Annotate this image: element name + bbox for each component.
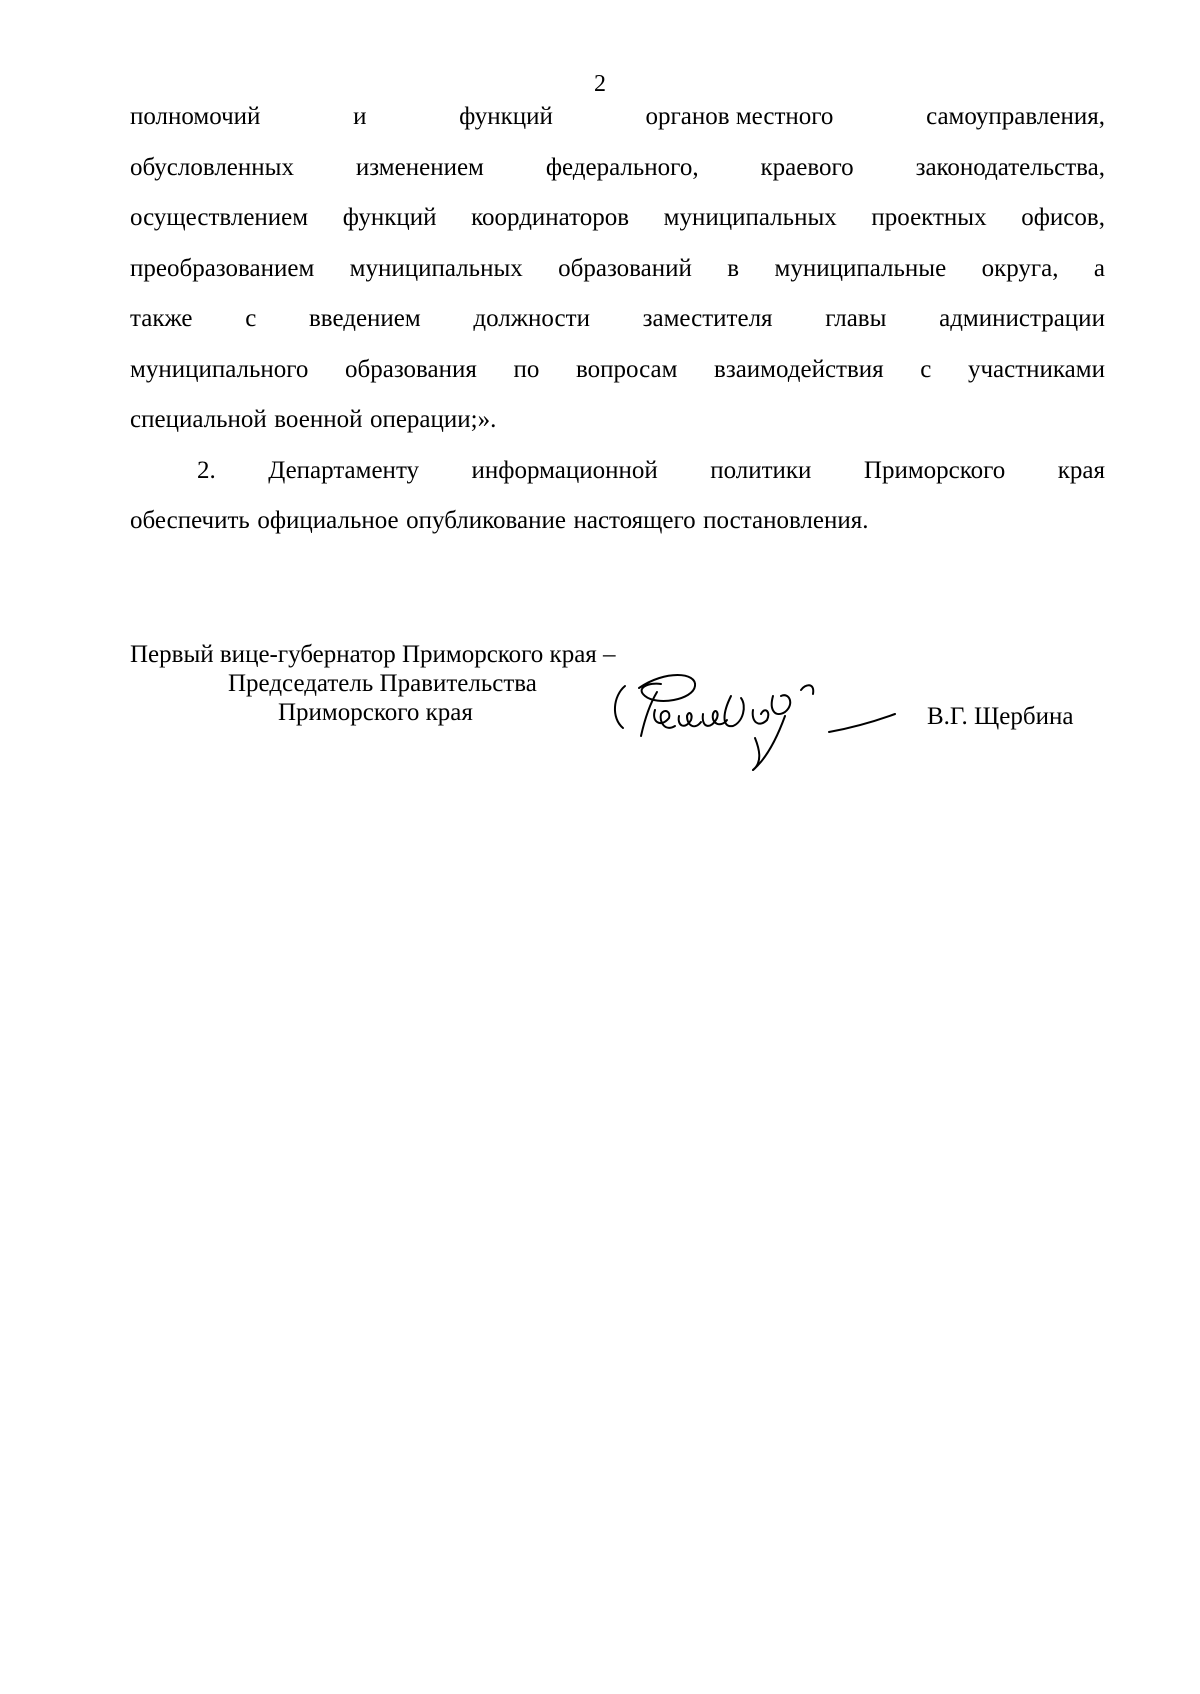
word: с xyxy=(245,305,257,332)
word: муниципальные xyxy=(774,254,947,282)
word: координаторов xyxy=(471,204,630,231)
word: специальной xyxy=(130,406,267,433)
word: вопросам xyxy=(575,355,678,383)
text-line xyxy=(130,92,1105,143)
handwritten-signature xyxy=(605,666,925,778)
word: органов местного xyxy=(645,103,834,130)
paragraph-1 xyxy=(130,92,1105,446)
word: в xyxy=(727,254,740,282)
word: обусловленных xyxy=(130,153,294,181)
word: постановления. xyxy=(703,507,869,534)
word: муниципальных xyxy=(663,204,837,231)
word: Департаменту xyxy=(268,456,420,484)
word: округа, xyxy=(981,254,1059,282)
document-body xyxy=(130,92,1105,547)
word: краевого xyxy=(760,153,854,181)
word: образования xyxy=(345,355,477,383)
word: края xyxy=(1057,456,1105,484)
word: изменением xyxy=(355,153,484,181)
word: по xyxy=(513,355,540,383)
text-line xyxy=(130,193,1105,244)
signer-name: В.Г. Щербина xyxy=(927,703,1074,730)
word: официальное xyxy=(257,507,399,534)
signer-position-line-2: Председатель Правительства xyxy=(228,670,537,697)
word: проектных xyxy=(871,204,987,231)
text-line xyxy=(130,244,1105,295)
word: законодательства, xyxy=(915,153,1105,181)
word: обеспечить xyxy=(130,507,250,534)
word: настоящего xyxy=(573,507,696,534)
word: а xyxy=(1093,254,1105,282)
text-line xyxy=(130,345,1105,396)
word: введением xyxy=(309,305,421,332)
word: операции;». xyxy=(369,406,497,433)
text-line xyxy=(130,294,1105,345)
word: взаимодействия xyxy=(714,355,884,383)
word: администрации xyxy=(939,305,1105,332)
word: военной xyxy=(274,406,363,433)
text-line xyxy=(130,143,1105,194)
word: осуществлением xyxy=(130,204,309,231)
word: заместителя xyxy=(642,305,773,332)
word: Приморского xyxy=(863,456,1006,484)
word: офисов, xyxy=(1021,204,1105,231)
word: главы xyxy=(825,305,887,332)
text-line xyxy=(130,446,1105,497)
word: с xyxy=(920,355,932,383)
signature-title xyxy=(130,640,616,727)
word: образований xyxy=(558,254,692,282)
word: опубликование xyxy=(406,507,566,534)
signer-position-line-1: Первый вице-губернатор Приморского края – xyxy=(130,641,616,668)
signer-position-line-3: Приморского края xyxy=(278,699,473,726)
page-number: 2 xyxy=(594,71,606,97)
word: полномочий xyxy=(130,103,261,130)
word: политики xyxy=(710,456,812,484)
text-line xyxy=(130,395,1105,446)
word: функций xyxy=(342,204,437,231)
word: муниципального xyxy=(130,355,309,383)
word: федерального, xyxy=(545,153,699,181)
word: самоуправления, xyxy=(926,103,1105,130)
text-line xyxy=(130,496,1105,547)
word: 2. xyxy=(197,456,216,484)
paragraph-2 xyxy=(130,446,1105,547)
word: участниками xyxy=(967,355,1105,383)
word: и xyxy=(353,103,367,130)
word: должности xyxy=(473,305,590,332)
word: функций xyxy=(459,103,553,130)
word: муниципальных xyxy=(349,254,523,282)
word: также xyxy=(130,305,193,332)
word: преобразованием xyxy=(130,254,315,282)
word: информационной xyxy=(471,456,658,484)
